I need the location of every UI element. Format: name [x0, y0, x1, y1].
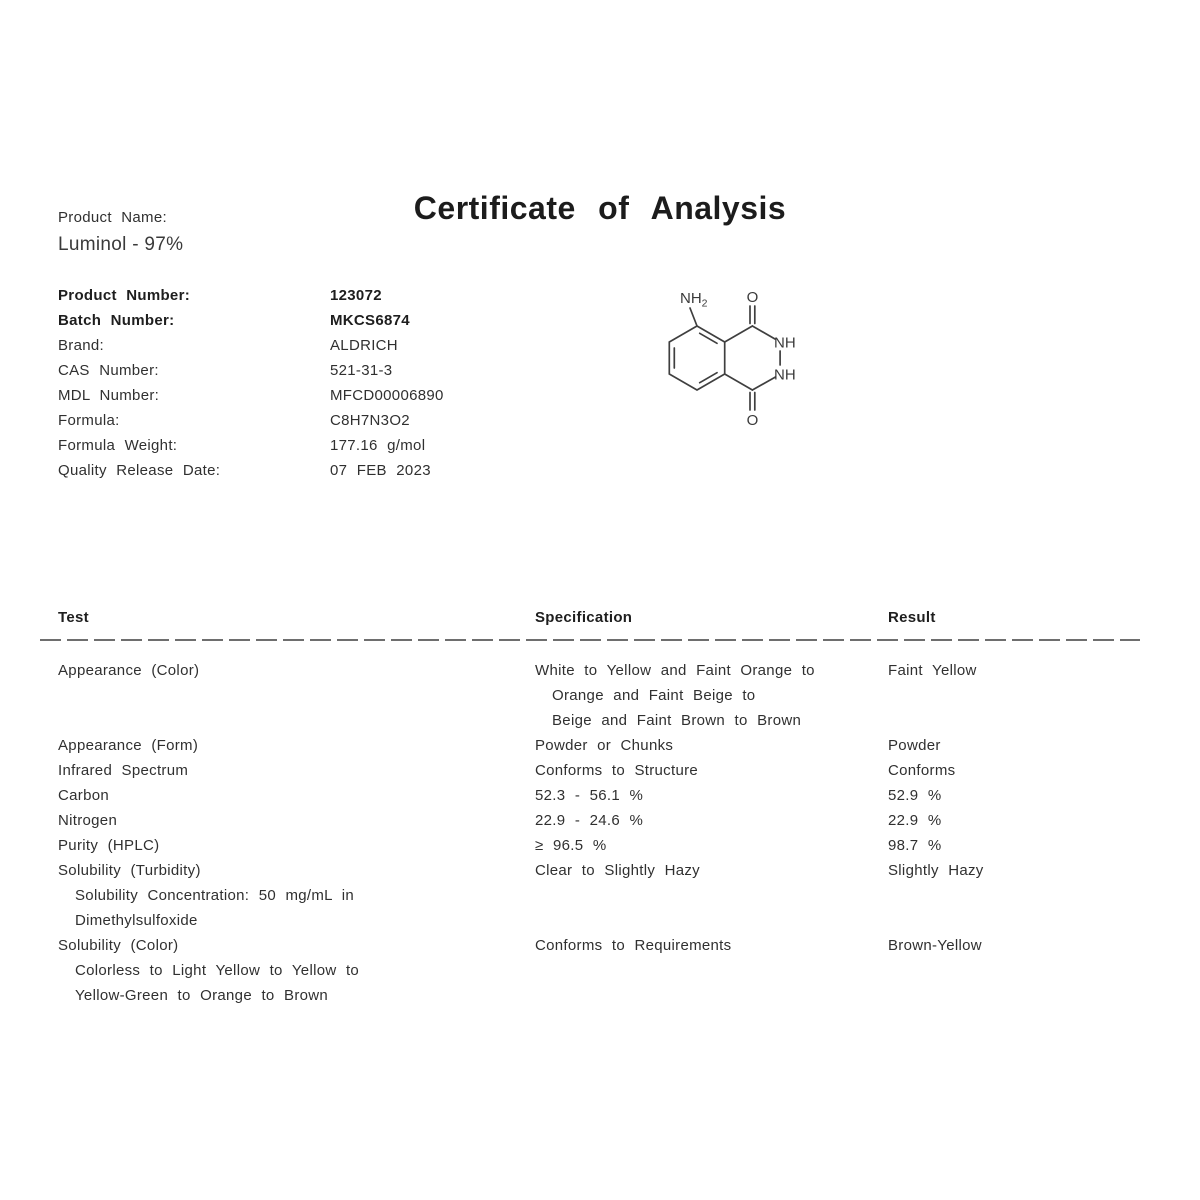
test-cell: [58, 808, 535, 833]
product-info-row: [58, 433, 618, 458]
result-cell: [888, 808, 1140, 833]
test-line: Dimethylsulfoxide: [75, 912, 198, 929]
product-info-label: Quality Release Date:: [58, 462, 221, 479]
table-separator-rule: [40, 639, 1140, 641]
table-row: [58, 783, 1140, 808]
specification-cell: [535, 858, 888, 933]
table-row: [58, 658, 1140, 733]
amine-bond: [690, 308, 697, 326]
specification-line: Powder or Chunks: [535, 737, 674, 754]
specification-cell: [535, 933, 888, 1008]
test-cell: [58, 758, 535, 783]
benzene-double-bond: [700, 333, 717, 343]
product-name-value: Luminol - 97%: [58, 234, 184, 255]
specification-cell: [535, 758, 888, 783]
test-line: Purity (HPLC): [58, 837, 160, 854]
benzene-ring: [669, 326, 724, 390]
results-table-body: [58, 658, 1140, 1008]
ring-bond: [725, 326, 753, 342]
test-cell: [58, 733, 535, 758]
test-cell: [58, 858, 535, 933]
result-cell: [888, 758, 1140, 783]
test-cell: [58, 833, 535, 858]
result-value: Faint Yellow: [888, 662, 977, 679]
ring-bond: [752, 326, 775, 339]
test-line: Colorless to Light Yellow to Yellow to: [75, 962, 360, 979]
product-info-label: Brand:: [58, 337, 104, 354]
table-row: [58, 858, 1140, 933]
product-info-label: Batch Number:: [58, 312, 175, 329]
result-cell: [888, 658, 1140, 733]
result-value: 98.7 %: [888, 837, 942, 854]
product-info-label: Formula Weight:: [58, 437, 178, 454]
test-cell: [58, 658, 535, 733]
result-cell: [888, 833, 1140, 858]
benzene-double-bond: [700, 373, 717, 383]
oxygen-bottom-label: O: [746, 412, 759, 429]
specification-line: 22.9 - 24.6 %: [535, 812, 644, 829]
product-info-value: 177.16 g/mol: [330, 437, 426, 454]
ring-bond: [752, 377, 775, 390]
specification-line: ≥ 96.5 %: [535, 837, 607, 854]
product-info-row: [58, 458, 618, 483]
test-line: Solubility (Turbidity): [58, 862, 201, 879]
test-line: Appearance (Color): [58, 662, 200, 679]
result-value: Powder: [888, 737, 941, 754]
product-info-row: [58, 308, 618, 333]
specification-line: Conforms to Requirements: [535, 937, 732, 954]
nh-top-label: NH: [774, 334, 796, 352]
table-row: [58, 933, 1140, 1008]
nh-bottom-label: NH: [774, 366, 796, 384]
product-info-row: [58, 383, 618, 408]
result-value: 22.9 %: [888, 812, 942, 829]
specification-line: Clear to Slightly Hazy: [535, 862, 700, 879]
product-info: [58, 283, 618, 483]
product-info-row: [58, 358, 618, 383]
page-title: Certificate of Analysis: [413, 190, 787, 226]
result-value: Conforms: [888, 762, 956, 779]
product-info-value: 123072: [330, 287, 382, 304]
product-info-row: [58, 408, 618, 433]
table-row: [58, 733, 1140, 758]
product-info-label: Formula:: [58, 412, 120, 429]
result-cell: [888, 733, 1140, 758]
specification-line: 52.3 - 56.1 %: [535, 787, 644, 804]
specification-cell: [535, 833, 888, 858]
product-info-label: CAS Number:: [58, 362, 159, 379]
product-info-value: 07 FEB 2023: [330, 462, 431, 479]
specification-cell: [535, 658, 888, 733]
product-info-value: C8H7N3O2: [330, 412, 410, 429]
specification-cell: [535, 783, 888, 808]
test-line: Yellow-Green to Orange to Brown: [75, 987, 329, 1004]
test-line: Nitrogen: [58, 812, 118, 829]
test-line: Infrared Spectrum: [58, 762, 189, 779]
chemical-structure-luminol: [640, 272, 860, 442]
header-result: Result: [888, 609, 936, 626]
product-info-value: MFCD00006890: [330, 387, 444, 404]
specification-line: Beige and Faint Brown to Brown: [552, 712, 802, 729]
result-value: Slightly Hazy: [888, 862, 984, 879]
header-specification: Specification: [535, 609, 633, 626]
product-info-row: [58, 333, 618, 358]
result-cell: [888, 933, 1140, 1008]
product-info-value: ALDRICH: [330, 337, 398, 354]
specification-line: White to Yellow and Faint Orange to: [535, 662, 815, 679]
result-cell: [888, 783, 1140, 808]
amine-label: $NH_2$: [680, 290, 708, 310]
table-row: [58, 808, 1140, 833]
test-line: Carbon: [58, 787, 109, 804]
product-info-label: Product Number:: [58, 287, 191, 304]
test-cell: [58, 933, 535, 1008]
luminol-structure-drawing: [640, 272, 860, 442]
specification-line: Orange and Faint Beige to: [552, 687, 756, 704]
result-cell: [888, 858, 1140, 933]
product-info-row: [58, 283, 618, 308]
product-info-value: MKCS6874: [330, 312, 410, 329]
header-test: Test: [58, 609, 89, 626]
results-table-header: [58, 605, 1140, 630]
test-line: Appearance (Form): [58, 737, 199, 754]
test-cell: [58, 783, 535, 808]
oxygen-top-label: O: [746, 289, 759, 306]
specification-line: Conforms to Structure: [535, 762, 699, 779]
product-info-value: 521-31-3: [330, 362, 393, 379]
test-line: Solubility Concentration: 50 mg/mL in: [75, 887, 355, 904]
result-value: Brown-Yellow: [888, 937, 982, 954]
product-info-label: MDL Number:: [58, 387, 160, 404]
specification-cell: [535, 808, 888, 833]
test-line: Solubility (Color): [58, 937, 179, 954]
table-row: [58, 833, 1140, 858]
product-name-label: Product Name:: [58, 209, 167, 226]
table-row: [58, 758, 1140, 783]
specification-cell: [535, 733, 888, 758]
ring-bond: [725, 374, 753, 390]
result-value: 52.9 %: [888, 787, 942, 804]
